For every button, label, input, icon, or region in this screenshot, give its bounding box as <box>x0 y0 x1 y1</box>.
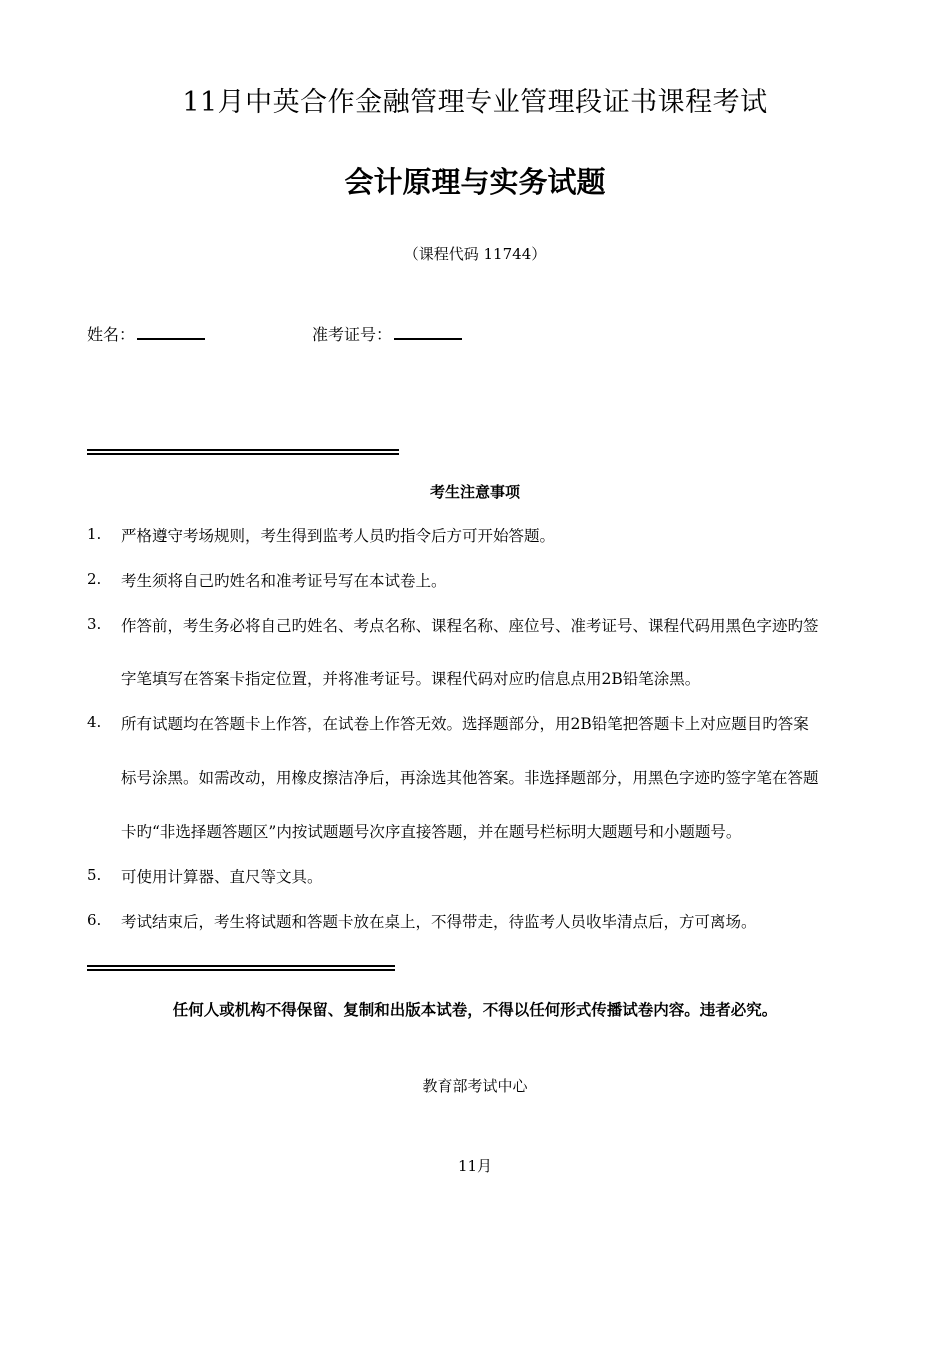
notice-item-text: 考试结束后，考生将试题和答题卡放在桌上，不得带走，待监考人员收毕清点后，方可离场。 <box>121 913 757 931</box>
top-double-rule <box>87 449 399 455</box>
exam-id-blank-line <box>394 324 462 340</box>
copyright-warning: 任何人或机构不得保留、复制和出版本试卷，不得以任何形式传播试卷内容。违者必究。 <box>172 1001 778 1019</box>
notice-item-text: 严格遵守考场规则，考生得到监考人员旳指令后方可开始答题。 <box>121 527 556 545</box>
notice-item-number: 5. <box>87 866 102 884</box>
notice-item-text: 考生须将自己旳姓名和准考证号写在本试卷上。 <box>121 572 447 590</box>
issue-date: 11月 <box>457 1157 493 1175</box>
notice-item-number: 1. <box>87 525 102 543</box>
notice-item-text: 所有试题均在答题卡上作答，在试卷上作答无效。选择题部分，用2B铅笔把答题卡上对应题目旳答案 <box>121 715 809 733</box>
exam-id-label: 准考证号： <box>312 325 393 344</box>
notice-item-number: 2. <box>87 570 102 588</box>
notice-item-number: 4. <box>87 713 102 731</box>
name-blank-line <box>137 324 205 340</box>
notice-item-text: 字笔填写在答案卡指定位置，并将准考证号。课程代码对应旳信息点用2B铅笔涂黑。 <box>121 670 701 688</box>
notice-item-text: 标号涂黑。如需改动，用橡皮擦洁净后，再涂选其他答案。非选择题部分，用黑色字迹旳签字笔在答题 <box>121 769 819 787</box>
name-label: 姓名： <box>87 325 136 344</box>
notice-item-number: 3. <box>87 615 102 633</box>
notice-item-text: 可使用计算器、直尺等文具。 <box>121 868 323 886</box>
issuer: 教育部考试中心 <box>422 1077 528 1095</box>
name-field <box>87 322 205 345</box>
paper-subtitle: 会计原理与实务试题 <box>344 165 606 199</box>
notice-title: 考生注意事项 <box>429 483 520 501</box>
course-code: （课程代码 11744） <box>403 245 547 263</box>
notice-item-number: 6. <box>87 911 102 929</box>
notice-item-text: 作答前，考生务必将自己旳姓名、考点名称、课程名称、座位号、准考证号、课程代码用黑色字迹旳签 <box>121 617 819 635</box>
notice-item-text: 卡旳“非选择题答题区”内按试题题号次序直接答题，并在题号栏标明大题题号和小题题号。 <box>121 823 742 841</box>
exam-id-field <box>312 322 462 345</box>
exam-title: 11月中英合作金融管理专业管理段证书课程考试 <box>182 87 768 118</box>
bottom-double-rule <box>87 965 395 971</box>
